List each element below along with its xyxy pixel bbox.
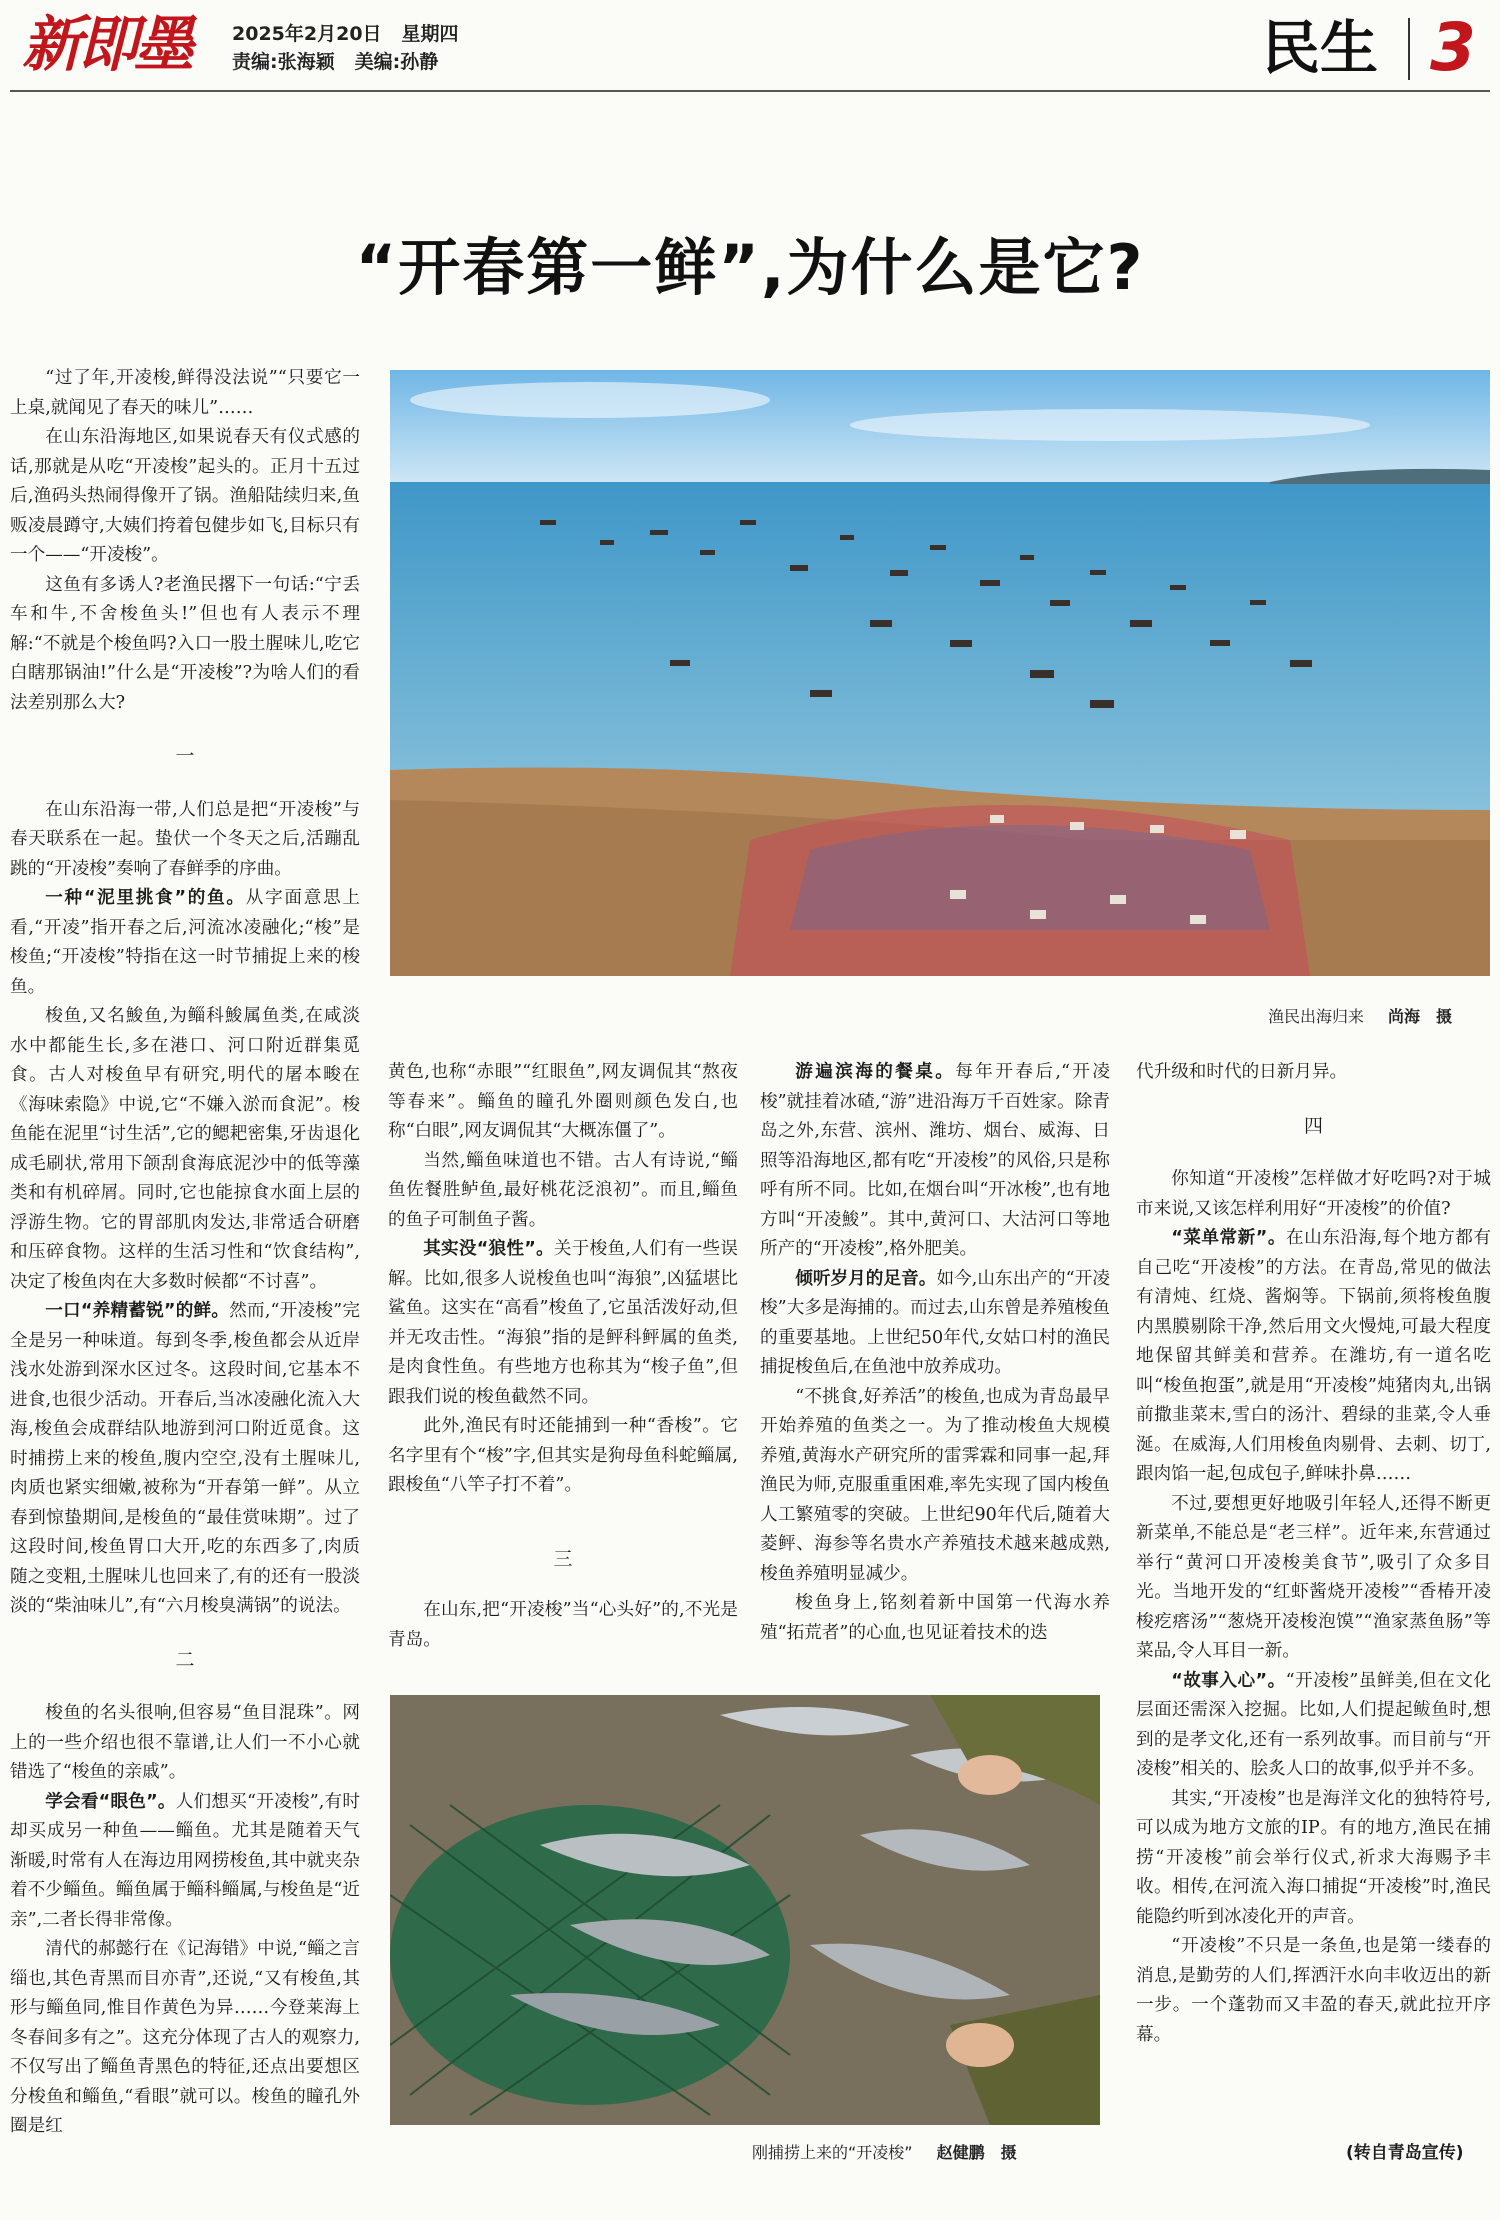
- paragraph-text: 如今,山东出产的“开凌梭”大多是海捕的。而过去,山东曾是养殖梭鱼的重要基地。上世纪50年代,女姑口村的渔民捕捉梭鱼后,在鱼池中放养成功。: [760, 1268, 1110, 1377]
- photo-fishermen-return: [390, 370, 1490, 976]
- paragraph: 不过,要想更好地吸引年轻人,还得不断更新菜单,不能总是“老三样”。近年来,东营通过举行“黄河口开凌梭美食节”,吸引了众多目光。当地开发的“红虾酱烧开凌梭”“香椿开凌梭疙瘩汤”“葱烧开凌梭泡馍”“渔家蒸鱼肠”等菜品,令人耳目一新。: [1136, 1493, 1491, 1661]
- paragraph: 在山东,把“开凌梭”当“心头好”的,不光是青岛。: [388, 1600, 738, 1650]
- section-number: 四: [1303, 1114, 1323, 1137]
- issue-date: 2025年2月20日: [232, 23, 382, 45]
- paragraph: [10, 884, 360, 1002]
- paragraph: 梭鱼,又名鮻鱼,为鲻科鮻属鱼类,在咸淡水中都能生长,多在港口、河口附近群集觅食。古人对梭鱼早有研究,明代的屠本畯在《海味索隐》中说,它“不嫌入淤而食泥”。梭鱼能在泥里“讨生活”,它的鳃耙密集,牙齿退化成毛刷状,常用下颌刮食海底泥沙中的低等藻类和有机碎屑。同时,它也能掠食水面上层的浮游生物。它的胃部肌肉发达,非常适合研磨和压碎食物。这样的生活习性和“饮食结构”,决定了梭鱼肉在大多数时候都“不讨喜”。: [10, 1006, 360, 1292]
- paragraph: [760, 1058, 1110, 1265]
- paragraph: 这鱼有多诱人?老渔民撂下一句话:“宁丢车和牛,不舍梭鱼头!”但也有人表示不理解:“不就是个梭鱼吗?入口一股土腥味儿,吃它白瞎那锅油!”什么是“开凌梭”?为啥人们的看法差别那么大?: [10, 574, 360, 713]
- paragraph-text: 从字面意思上看,“开凌”指开春之后,河流冰凌融化;“梭”是梭鱼;“开凌梭”特指在这一时节捕捉上来的梭鱼。: [10, 888, 360, 997]
- caption-text: 刚捕捞上来的“开凌梭”: [752, 2143, 913, 2162]
- masthead: [0, 0, 1500, 96]
- masthead-divider: [1408, 18, 1410, 80]
- issue-weekday: 星期四: [401, 23, 459, 45]
- issue-meta: [232, 20, 479, 76]
- section-number: 三: [553, 1547, 573, 1570]
- paragraph: 代升级和时代的日新月异。: [1136, 1062, 1348, 1082]
- article-column-1: [10, 364, 360, 2142]
- subhead: 一口“养精蓄锐”的鲜。: [45, 1301, 230, 1321]
- photo1-caption: [1268, 1005, 1452, 1029]
- section-number: 二: [175, 1648, 195, 1671]
- fish-net-illustration: [390, 1695, 1100, 2125]
- subhead: 其实没“狼性”。: [423, 1239, 554, 1259]
- paragraph: 梭鱼身上,铭刻着新中国第一代海水养殖“拓荒者”的心血,也见证着技术的迭: [760, 1593, 1110, 1643]
- paragraph: 梭鱼的名头很响,但容易“鱼目混珠”。网上的一些介绍也很不靠谱,让人们一不小心就错选了“梭鱼的亲戚”。: [10, 1703, 360, 1782]
- paragraph-text: 人们想买“开凌梭”,有时却买成另一种鱼——鲻鱼。尤其是随着天气渐暖,时常有人在海边用网捞梭鱼,其中就夹杂着不少鲻鱼。鲻鱼属于鲻科鲻属,与梭鱼是“近亲”,二者长得非常像。: [10, 1791, 360, 1930]
- subhead: 一种“泥里挑食”的鱼。: [45, 888, 246, 908]
- paragraph: 此外,渔民有时还能捕到一种“香梭”。它名字里有个“梭”字,但其实是狗母鱼科蛇鲻属,跟梭鱼“八竿子打不着”。: [388, 1416, 738, 1495]
- photo-credit: 尚海 摄: [1388, 1007, 1453, 1026]
- paragraph: [760, 1265, 1110, 1383]
- article-column-3: [760, 1058, 1110, 1648]
- page-number: 3: [1430, 9, 1476, 86]
- editor-credit: 责编:张海颖: [232, 51, 335, 73]
- paragraph: 当然,鲻鱼味道也不错。古人有诗说,“鲻鱼佐餐胜鲈鱼,最好桃花泛浪初”。而且,鲻鱼的鱼子可制鱼子酱。: [388, 1150, 738, 1230]
- paragraph: “开凌梭”不只是一条鱼,也是第一缕春的消息,是勤劳的人们,挥洒汗水向丰收迈出的新一步。一个蓬勃而又丰盈的春天,就此拉开序幕。: [1136, 1936, 1491, 2045]
- section-number: 一: [175, 745, 195, 767]
- article-column-2: [388, 1058, 738, 1655]
- paragraph-text: 在山东沿海,每个地方都有自己吃“开凌梭”的方法。在青岛,常见的做法有清炖、红烧、酱焖等。下锅前,须将梭鱼腹内黑膜剔除干净,然后用文火慢炖,可最大程度地保留其鲜美和营养。在潍坊,有一道名吃叫“梭鱼抱蛋”,就是用“开凌梭”炖猪肉丸,出锅前撒韭菜末,雪白的汤汁、碧绿的韭菜,令人垂涎。在威海,人们用梭鱼肉剔骨、去刺、切丁,跟肉馅一起,包成包子,鲜味扑鼻……: [1136, 1228, 1491, 1484]
- article-source: (转自青岛宣传): [1346, 2143, 1464, 2163]
- paragraph: [10, 1297, 360, 1622]
- article-column-4: [1136, 1058, 1491, 2050]
- designer-credit: 美编:孙静: [354, 51, 439, 73]
- subhead: 学会看“眼色”。: [45, 1791, 176, 1812]
- section-title: 民生: [1262, 14, 1379, 82]
- masthead-rule: [10, 90, 1490, 92]
- paragraph: “不挑食,好养活”的梭鱼,也成为青岛最早开始养殖的鱼类之一。为了推动梭鱼大规模养殖,黄海水产研究所的雷霁霖和同事一起,拜渔民为师,克服重重困难,率先实现了国内梭鱼人工繁殖零的突破。上世纪90年代后,随着大菱鲆、海参等名贵水产养殖技术越来越成熟,梭鱼养殖明显减少。: [760, 1386, 1110, 1584]
- photo2-caption: [752, 2141, 1017, 2165]
- paragraph: “过了年,开凌梭,鲜得没法说”“只要它一上桌,就闻见了春天的味儿”……: [10, 368, 360, 418]
- paragraph: 清代的郝懿行在《记海错》中说,“鲻之言缁也,其色青黑而目亦青”,还说,“又有梭鱼,其形与鲻鱼同,惟目作黄色为异……今登莱海上冬春间多有之”。这充分体现了古人的观察力,不仅写出了鲻鱼青黑色的特征,还点出要想区分梭鱼和鲻鱼,“看眼”就可以。梭鱼的瞳孔外圈是红: [10, 1939, 360, 2136]
- subhead: “菜单常新”。: [1171, 1228, 1287, 1248]
- paragraph-text: 关于梭鱼,人们有一些误解。比如,很多人说梭鱼也叫“海狼”,凶猛堪比鲨鱼。这实在“高看”梭鱼了,它虽活泼好动,但并无攻击性。“海狼”指的是鲆科鲆属的鱼类,是肉食性鱼。有些地方也称其为“梭子鱼”,但跟我们说的梭鱼截然不同。: [388, 1239, 738, 1407]
- paragraph: 黄色,也称“赤眼”“红眼鱼”,网友调侃其“熬夜等春来”。鲻鱼的瞳孔外圈则颜色发白,也称“白眼”,网友调侃其“大概冻僵了”。: [388, 1062, 738, 1141]
- paragraph: 其实,“开凌梭”也是海洋文化的独特符号,可以成为地方文旅的IP。有的地方,渔民在捕捞“开凌梭”前会举行仪式,祈求大海赐予丰收。相传,在河流入海口捕捉“开凌梭”时,渔民能隐约听到冰凌化开的声音。: [1136, 1788, 1491, 1927]
- subhead: 倾听岁月的足音。: [795, 1268, 937, 1289]
- paragraph: [388, 1235, 738, 1412]
- caption-text: 渔民出海归来: [1268, 1007, 1365, 1026]
- article-headline: “开春第一鲜”,为什么是它?: [355, 231, 1145, 304]
- newspaper-logo: 新即墨: [22, 10, 190, 80]
- paragraph: [1136, 1667, 1491, 1785]
- paragraph-text: 然而,“开凌梭”完全是另一种味道。每到冬季,梭鱼都会从近岸浅水处游到深水区过冬。这段时间,它基本不进食,也很少活动。开春后,当冰凌融化流入大海,梭鱼会成群结队地游到河口附近觅食。这时捕捞上来的梭鱼,腹内空空,没有土腥味儿,肉质也紧实细嫩,被称为“开春第一鲜”。从立春到惊蛰期间,是梭鱼的“最佳赏味期”。过了这段时间,梭鱼胃口大开,吃的东西多了,肉质随之变粗,土腥味儿也回来了,有的还有一股淡淡的“柴油味儿”,有“六月梭臭满锅”的说法。: [10, 1301, 360, 1616]
- paragraph: 你知道“开凌梭”怎样做才好吃吗?对于城市来说,又该怎样利用好“开凌梭”的价值?: [1136, 1169, 1491, 1219]
- paragraph: [1136, 1224, 1491, 1490]
- photo-fresh-catch: [390, 1695, 1100, 2125]
- fishing-harbor-illustration: [390, 370, 1490, 976]
- subhead: 游遍滨海的餐桌。: [795, 1062, 956, 1082]
- paragraph: 在山东沿海地区,如果说春天有仪式感的话,那就是从吃“开凌梭”起头的。正月十五过后,渔码头热闹得像开了锅。渔船陆续归来,鱼贩凌晨蹲守,大姨们挎着包健步如飞,目标只有一个——“开凌梭”。: [10, 427, 360, 565]
- paragraph: [10, 1788, 360, 1936]
- paragraph-text: “开凌梭”虽鲜美,但在文化层面还需深入挖掘。比如,人们提起鲅鱼时,想到的是孝文化,还有一系列故事。而目前与“开凌梭”相关的、脍炙人口的故事,似乎并不多。: [1136, 1670, 1491, 1779]
- subhead: “故事入心”。: [1171, 1670, 1286, 1691]
- paragraph-text: 每年开春后,“开凌梭”就挂着冰碴,“游”进沿海万千百姓家。除青岛之外,东营、滨州、潍坊、烟台、威海、日照等沿海地区,都有吃“开凌梭”的风俗,只是称呼有所不同。比如,在烟台叫“开冰梭”,也有地方叫“开凌鮻”。其中,黄河口、大沽河口等地所产的“开凌梭”,格外肥美。: [760, 1062, 1110, 1259]
- paragraph: 在山东沿海一带,人们总是把“开凌梭”与春天联系在一起。蛰伏一个冬天之后,活蹦乱跳的“开凌梭”奏响了春鲜季的序曲。: [10, 799, 360, 879]
- photo-credit: 赵健鹏 摄: [936, 2143, 1017, 2162]
